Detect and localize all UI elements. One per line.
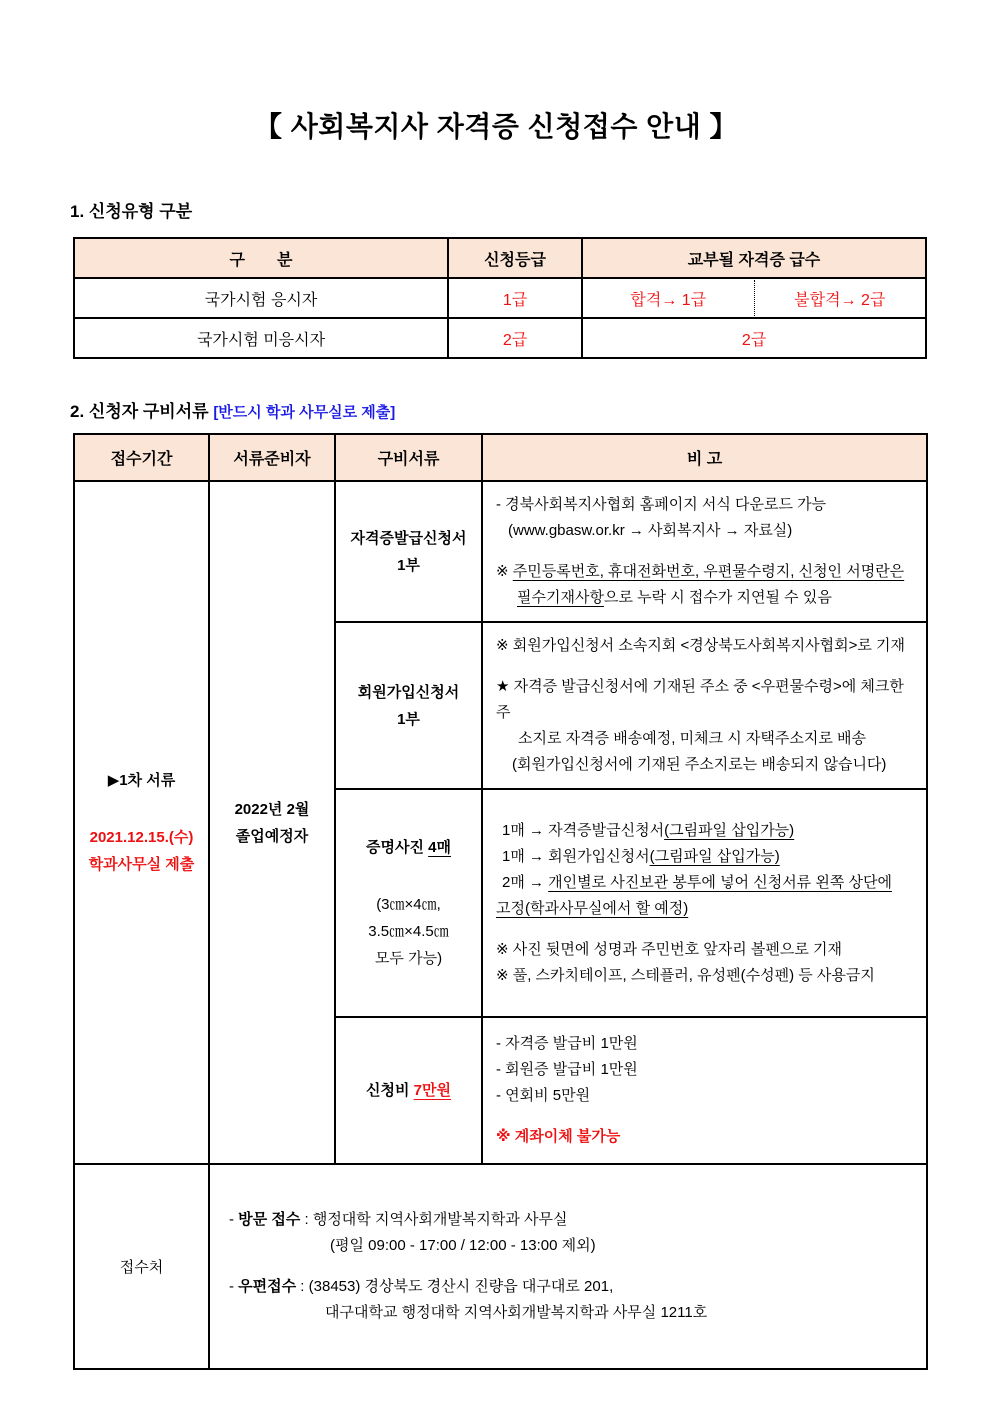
underlined-text: 개인별로 사진보관 봉투에 넣어 신청서류 왼쪽 상단에 <box>548 873 892 891</box>
doc-label: 회원가입신청서 <box>357 683 460 701</box>
col-header-category: 구 분 <box>74 238 448 278</box>
photo-size-line: 모두 가능) <box>374 950 443 967</box>
cell-issued: 2급 <box>582 318 926 358</box>
plain-text: : <box>296 1278 309 1295</box>
plain-text: : <box>300 1211 313 1228</box>
col-header-issued: 교부될 자격증 급수 <box>582 238 926 278</box>
type-table-header-row <box>74 238 926 278</box>
cell-note-fee <box>482 1017 927 1164</box>
text-line <box>229 1274 918 1300</box>
text-line: 대구대학교 행정대학 지역사회개발복지학과 사무실 1211호 <box>325 1304 708 1321</box>
cell-grade: 1급 <box>448 278 582 318</box>
col-header-preparer: 서류준비자 <box>209 434 335 481</box>
plain-text: - <box>229 1278 239 1295</box>
marker: ※ <box>496 563 513 580</box>
note-group <box>496 674 918 778</box>
text-line: - 경북사회복지사협회 홈페이지 서식 다운로드 가능 <box>496 496 827 513</box>
photo-size-line: (3㎝×4㎝, <box>376 896 441 913</box>
note-group <box>229 1207 918 1259</box>
cell-preparer <box>209 481 335 1164</box>
fee-amount: 7만원 <box>413 1082 451 1099</box>
page-title: 【 사회복지사 자격증 신청접수 안내 】 <box>253 111 739 142</box>
cell-reception-label: 접수처 <box>74 1164 209 1369</box>
preparer-line: 졸업예정자 <box>235 827 309 845</box>
type-table-row-non-examinee <box>74 318 926 358</box>
text-line: ※ 회원가입신청서 소속지회 <경상북도사회복지사협회>로 기재 <box>496 637 906 654</box>
plain-text: 2매 → <box>502 873 549 891</box>
pass-result: 합격→ 1급 <box>630 291 707 309</box>
note-group <box>496 818 918 922</box>
period-label: ▶1차 서류 <box>107 772 176 789</box>
underlined-text: (그림파일 삽입가능) <box>664 821 795 839</box>
row-reception-place <box>74 1164 927 1369</box>
cell-doc-fee <box>335 1017 482 1164</box>
cell-category: 국가시험 응시자 <box>74 278 448 318</box>
plain-text: (38453) 경상북도 경산시 진량읍 대구대로 201, <box>308 1278 614 1295</box>
underlined-text: 고정(학과사무실에서 할 예정) <box>496 899 689 917</box>
text-line: (www.gbasw.or.kr → 사회복지사 → 자료실) <box>508 522 793 539</box>
cell-note-membership-form <box>482 622 927 789</box>
cell-doc-photo <box>335 789 482 1017</box>
section2-heading <box>70 397 395 422</box>
period-date: 2021.12.15.(수) <box>89 829 194 846</box>
text-line <box>229 1207 918 1233</box>
doc-count: 1부 <box>397 710 420 728</box>
issued-split-wrap <box>583 280 925 316</box>
text-line: - 자격증 발급비 1만원 <box>496 1035 638 1052</box>
note-group <box>496 633 918 659</box>
plain-text: 신청비 <box>366 1082 414 1099</box>
cell-doc-membership-form <box>335 622 482 789</box>
docs-table-header-row <box>74 434 927 481</box>
text-line <box>496 870 918 896</box>
cell-reception-period <box>74 481 209 1164</box>
text-line: - 연회비 5만원 <box>496 1087 591 1104</box>
preparer-line: 2022년 2월 <box>234 800 310 818</box>
text-line <box>496 844 918 870</box>
underlined-text: 필수기재사항 <box>517 589 604 606</box>
cell-reception-detail <box>209 1164 927 1369</box>
text-line <box>496 896 918 922</box>
plain-text: 으로 누락 시 접수가 지연될 수 있음 <box>603 589 832 606</box>
note-group <box>496 1031 918 1109</box>
col-header-note: 비 고 <box>482 434 927 481</box>
note-group <box>496 1124 918 1150</box>
plain-text: 증명사진 <box>366 839 429 856</box>
underlined-text: 주민등록번호, 휴대전화번호, 우편물수령지, 신청인 서명란은 <box>512 563 905 580</box>
fail-result: 불합격→ 2급 <box>754 280 926 316</box>
no-transfer-warning: ※ 계좌이체 불가능 <box>496 1128 621 1145</box>
note-group <box>496 492 918 544</box>
row-certificate-form <box>74 481 927 622</box>
cell-grade: 2급 <box>448 318 582 358</box>
text-line: ★ 자격증 발급신청서에 기재된 주소 중 <우편물수령>에 체크한 주 <box>496 678 904 721</box>
underlined-text: 4매 <box>428 839 451 856</box>
doc-label: 자격증발급신청서 <box>350 529 467 547</box>
plain-text: 행정대학 지역사회개발복지학과 사무실 <box>312 1211 568 1228</box>
note-group <box>229 1274 918 1326</box>
col-header-period: 접수기간 <box>74 434 209 481</box>
period-submit-to: 학과사무실 제출 <box>88 856 195 873</box>
cell-doc-certificate-form <box>335 481 482 622</box>
plain-text: - <box>229 1211 239 1228</box>
text-line: (회원가입신청서에 기재된 주소지로는 배송되지 않습니다) <box>512 756 887 773</box>
text-line <box>496 559 918 585</box>
application-type-table <box>73 237 927 359</box>
plain-text: 1매 → 회원가입신청서 <box>502 847 650 865</box>
cell-issued-split <box>582 278 926 318</box>
required-documents-table <box>73 433 928 1370</box>
col-header-grade: 신청등급 <box>448 238 582 278</box>
photo-size-line: 3.5㎝×4.5㎝ <box>368 923 449 940</box>
cell-note-photo <box>482 789 927 1017</box>
underlined-text: (그림파일 삽입가능) <box>649 847 780 865</box>
note-group <box>496 559 918 611</box>
note-group <box>496 937 918 989</box>
text-line: (평일 09:00 - 17:00 / 12:00 - 13:00 제외) <box>330 1237 596 1254</box>
plain-text: 1매 → 자격증발급신청서 <box>502 821 665 839</box>
mail-label: 우편접수 <box>238 1278 297 1295</box>
text-line: ※ 사진 뒷면에 성명과 주민번호 앞자리 볼펜으로 기재 <box>496 940 843 958</box>
col-header-docs: 구비서류 <box>335 434 482 481</box>
section2-heading-note: [반드시 학과 사무실로 제출] <box>213 404 396 421</box>
doc-label <box>336 1077 481 1104</box>
text-line: ※ 풀, 스카치테이프, 스테플러, 유성펜(수성펜) 등 사용금지 <box>496 966 875 984</box>
text-line <box>496 585 918 611</box>
doc-label <box>336 834 481 861</box>
text-line: 소지로 자격증 배송예정, 미체크 시 자택주소지로 배송 <box>518 730 866 747</box>
cell-note-certificate-form <box>482 481 927 622</box>
cell-category: 국가시험 미응시자 <box>74 318 448 358</box>
text-line: - 회원증 발급비 1만원 <box>496 1061 638 1078</box>
type-table-row-examinee <box>74 278 926 318</box>
section2-heading-text: 2. 신청자 구비서류 <box>70 402 209 421</box>
visit-label: 방문 접수 <box>238 1211 301 1228</box>
doc-count: 1부 <box>397 556 420 574</box>
text-line <box>496 818 918 844</box>
section1-heading: 1. 신청유형 구분 <box>70 202 193 221</box>
